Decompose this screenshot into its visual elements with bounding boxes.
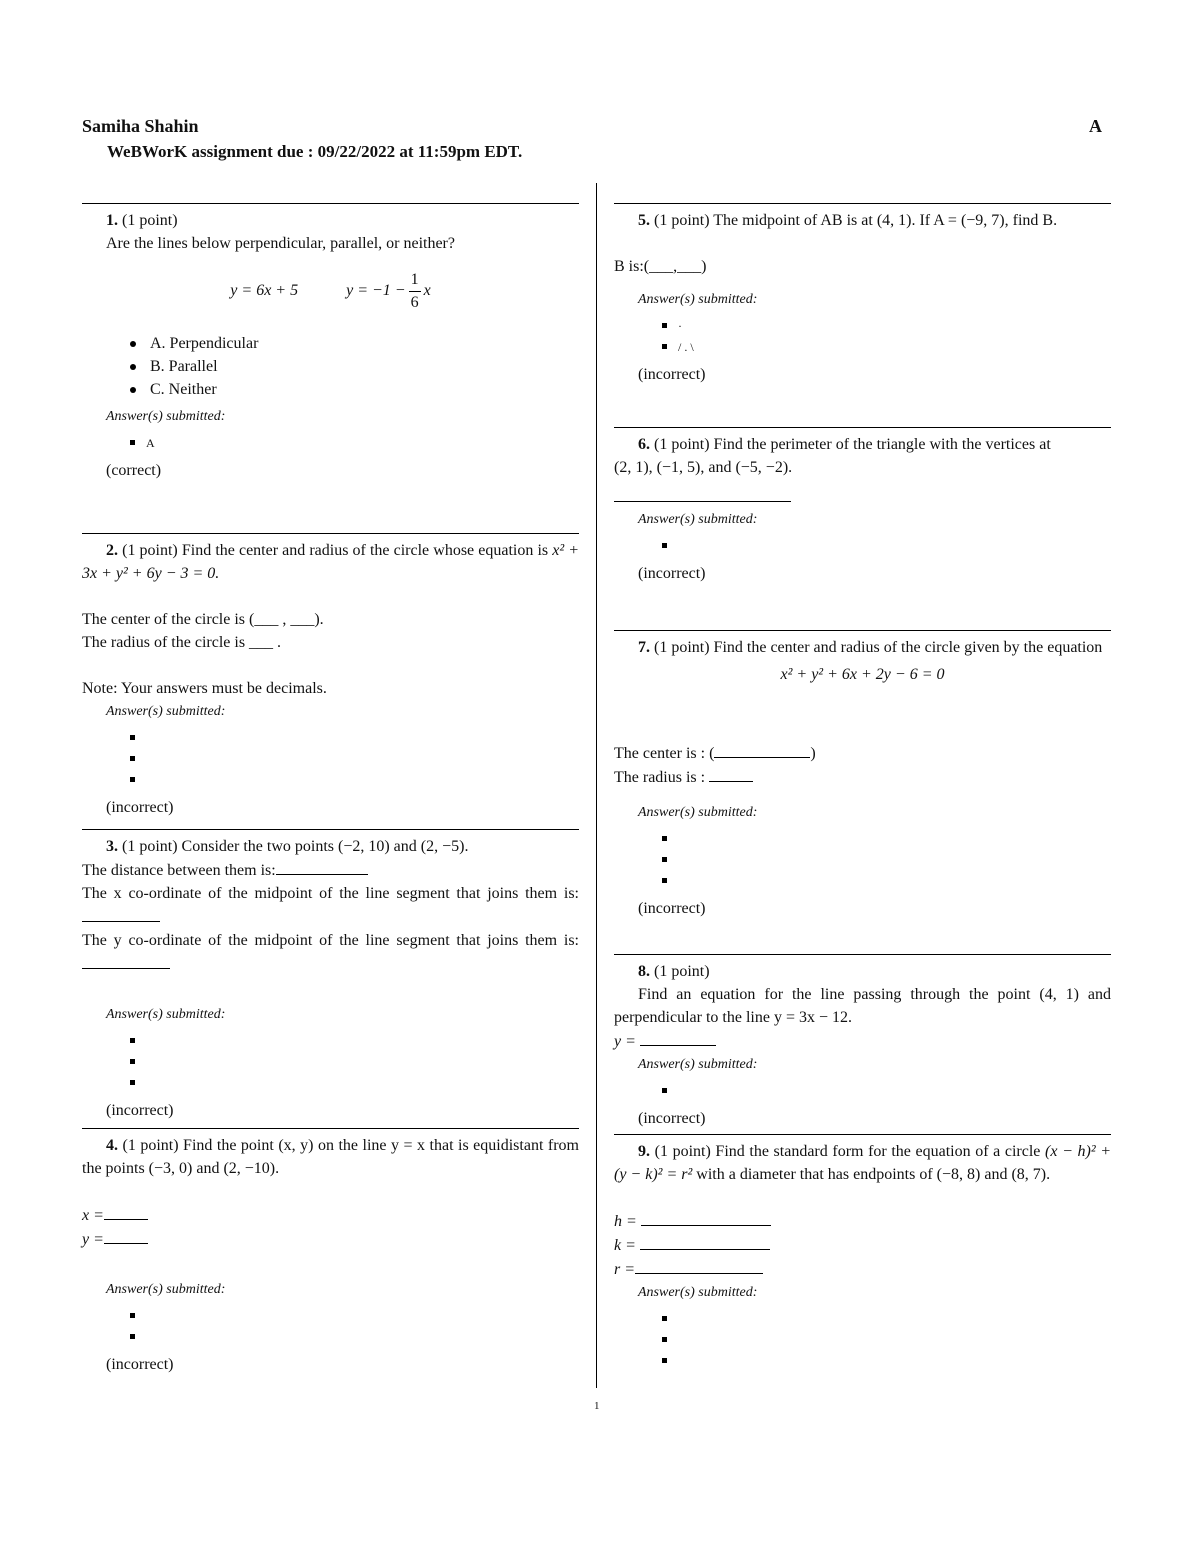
midpoint-y-line: The y co-ordinate of the midpoint of the line segment that joins them is: (82, 929, 579, 976)
submitted-answer (130, 1072, 579, 1093)
submitted-answer (662, 849, 1111, 870)
problem-number: 2. (106, 542, 118, 559)
answers-submitted-label: Answer(s) submitted: (106, 1282, 226, 1297)
problem-number: 9. (638, 1143, 650, 1160)
problem-2 (82, 533, 579, 829)
y-answer-line: y = (614, 1029, 1111, 1053)
submitted-answer (130, 1030, 579, 1051)
problem-number: 1. (106, 212, 118, 229)
status-incorrect: (incorrect) (106, 799, 174, 816)
point-value: (1 point) (122, 1137, 179, 1154)
fraction (409, 269, 421, 314)
problem-6 (614, 427, 1111, 630)
distance-line: The distance between them is: (82, 858, 579, 882)
answers-submitted-label: Answer(s) submitted: (106, 1007, 226, 1022)
submitted-answers (82, 1030, 579, 1093)
page-number: 1 (594, 1400, 600, 1412)
submitted-answers (614, 535, 1111, 556)
status-correct: (correct) (106, 462, 162, 479)
submitted-answer (130, 1051, 579, 1072)
answers-submitted-label: Answer(s) submitted: (638, 512, 758, 527)
equation-2-prefix: y = −1 − (346, 282, 406, 300)
status-incorrect: (incorrect) (106, 1102, 174, 1119)
answers-submitted-label: Answer(s) submitted: (638, 1285, 758, 1300)
problem-prompt: Find the center and radius of the circle whose equation is (181, 542, 549, 559)
point-value: (1 point) (654, 436, 710, 453)
problem-prompt: Find the center and radius of the circle given by the equation (713, 639, 1103, 656)
choice-c: C. Neither (130, 378, 579, 401)
radius-line: The radius is : (614, 765, 1111, 789)
midpoint-x-line: The x co-ordinate of the midpoint of the line segment that joins them is: (82, 882, 579, 929)
h-answer-line: h = (614, 1209, 1111, 1233)
submitted-answer (662, 828, 1111, 849)
submitted-answer (662, 1350, 1111, 1371)
y-answer-line: y = (82, 1227, 579, 1251)
submitted-answers (614, 1080, 1111, 1101)
answers-submitted-label: Answer(s) submitted: (638, 1057, 758, 1072)
submitted-answers (82, 727, 579, 790)
version-letter: A (1089, 116, 1102, 136)
submitted-answers (614, 315, 1111, 357)
problem-4 (82, 1128, 579, 1378)
answers-submitted-label: Answer(s) submitted: (106, 409, 226, 424)
center-line: The center of the circle is (___ , ___). (82, 611, 324, 628)
problem-8 (614, 954, 1111, 1134)
choice-a: A. Perpendicular (130, 332, 579, 355)
circle-equation: x² + y² + 6x + 2y − 6 = 0 (780, 666, 945, 683)
status-incorrect: (incorrect) (638, 366, 706, 383)
vertex-points: (2, 1), (−1, 5), and (−5, −2). (614, 459, 793, 476)
left-column (82, 203, 579, 1378)
problem-prompt: Find the perimeter of the triangle with the vertices at (713, 436, 1051, 453)
x-answer-line: x = (82, 1203, 579, 1227)
submitted-answer (130, 1305, 579, 1326)
problem-7 (614, 630, 1111, 954)
problem-number: 4. (106, 1137, 118, 1154)
point-value: (1 point) (654, 212, 710, 229)
status-incorrect: (incorrect) (638, 900, 706, 917)
standard-form-equation: (x − h)² + (y − k)² = r² (614, 1143, 1112, 1183)
problem-prompt: Find the point (x, y) on the line y = x that is equidistant from the points (−3, 0) and (2, −10). (82, 1137, 579, 1177)
problem-1 (82, 203, 579, 533)
right-column (614, 203, 1111, 1394)
note-line: Note: Your answers must be decimals. (82, 680, 327, 697)
problem-prompt: Consider the two points (−2, 10) and (2, −5). (181, 838, 469, 855)
problem-number: 6. (638, 436, 650, 453)
submitted-answer (130, 727, 579, 748)
k-answer-line: k = (614, 1233, 1111, 1257)
problem-9 (614, 1134, 1111, 1394)
problem-5 (614, 203, 1111, 427)
submitted-answer: · (662, 315, 1111, 336)
answers-submitted-label: Answer(s) submitted: (638, 805, 758, 820)
submitted-answer (662, 1080, 1111, 1101)
submitted-answers (82, 1305, 579, 1347)
choice-b: B. Parallel (130, 355, 579, 378)
point-value: (1 point) (122, 542, 178, 559)
status-incorrect: (incorrect) (106, 1356, 174, 1373)
submitted-answer (130, 748, 579, 769)
answer-blank (614, 501, 791, 502)
b-answer-line: B is:(___,___) (614, 258, 707, 275)
submitted-answer: A (130, 432, 579, 453)
submitted-answer (130, 1326, 579, 1347)
answers-submitted-label: Answer(s) submitted: (638, 292, 758, 307)
problem-prompt: Are the lines below perpendicular, parallel, or neither? (106, 235, 455, 252)
problem-number: 8. (638, 963, 650, 980)
point-value: (1 point) (122, 838, 178, 855)
point-value: (1 point) (654, 963, 710, 980)
problem-prompt-end: with a diameter that has endpoints of (−8, 8) and (8, 7). (696, 1166, 1051, 1183)
submitted-answers (82, 432, 579, 453)
line-equations (82, 269, 579, 314)
problem-prompt: The midpoint of AB is at (4, 1). If A = (−9, 7), find B. (713, 212, 1058, 229)
point-value: (1 point) (654, 1143, 711, 1160)
problem-number: 7. (638, 639, 650, 656)
radius-line: The radius of the circle is ___ . (82, 634, 282, 651)
problem-3 (82, 829, 579, 1128)
fraction-denominator: 6 (410, 294, 419, 311)
due-date-line: WeBWorK assignment due : 09/22/2022 at 11:59pm EDT. (107, 142, 523, 161)
submitted-answer (662, 1308, 1111, 1329)
submitted-answer: / . \ (662, 336, 1111, 357)
answer-choices (82, 332, 579, 401)
submitted-answer (662, 535, 1111, 556)
circle-equation: x² + 3x + y² + 6y − 3 = 0. (82, 542, 580, 582)
problem-prompt: Find the standard form for the equation of a circle (715, 1143, 1041, 1160)
column-divider (596, 183, 597, 1388)
submitted-answer (662, 870, 1111, 891)
equation-2-suffix: x (423, 282, 431, 300)
point-value: (1 point) (654, 639, 710, 656)
problem-number: 5. (638, 212, 650, 229)
answers-submitted-label: Answer(s) submitted: (106, 704, 226, 719)
problem-prompt: Find an equation for the line passing through the point (4, 1) and perpendicular to the line y = 3x − 12. (614, 986, 1111, 1026)
submitted-answers (614, 1308, 1111, 1371)
status-incorrect: (incorrect) (638, 1110, 706, 1127)
student-name: Samiha Shahin (82, 116, 199, 136)
fraction-numerator: 1 (409, 269, 421, 292)
submitted-answers (614, 828, 1111, 891)
point-value: (1 point) (122, 212, 178, 229)
submitted-answer (662, 1329, 1111, 1350)
r-answer-line: r = (614, 1257, 1111, 1281)
problem-number: 3. (106, 838, 118, 855)
submitted-answer (130, 769, 579, 790)
status-incorrect: (incorrect) (638, 565, 706, 582)
center-line: The center is : ( ) (614, 741, 1111, 765)
equation-1: y = 6x + 5 (230, 282, 299, 300)
